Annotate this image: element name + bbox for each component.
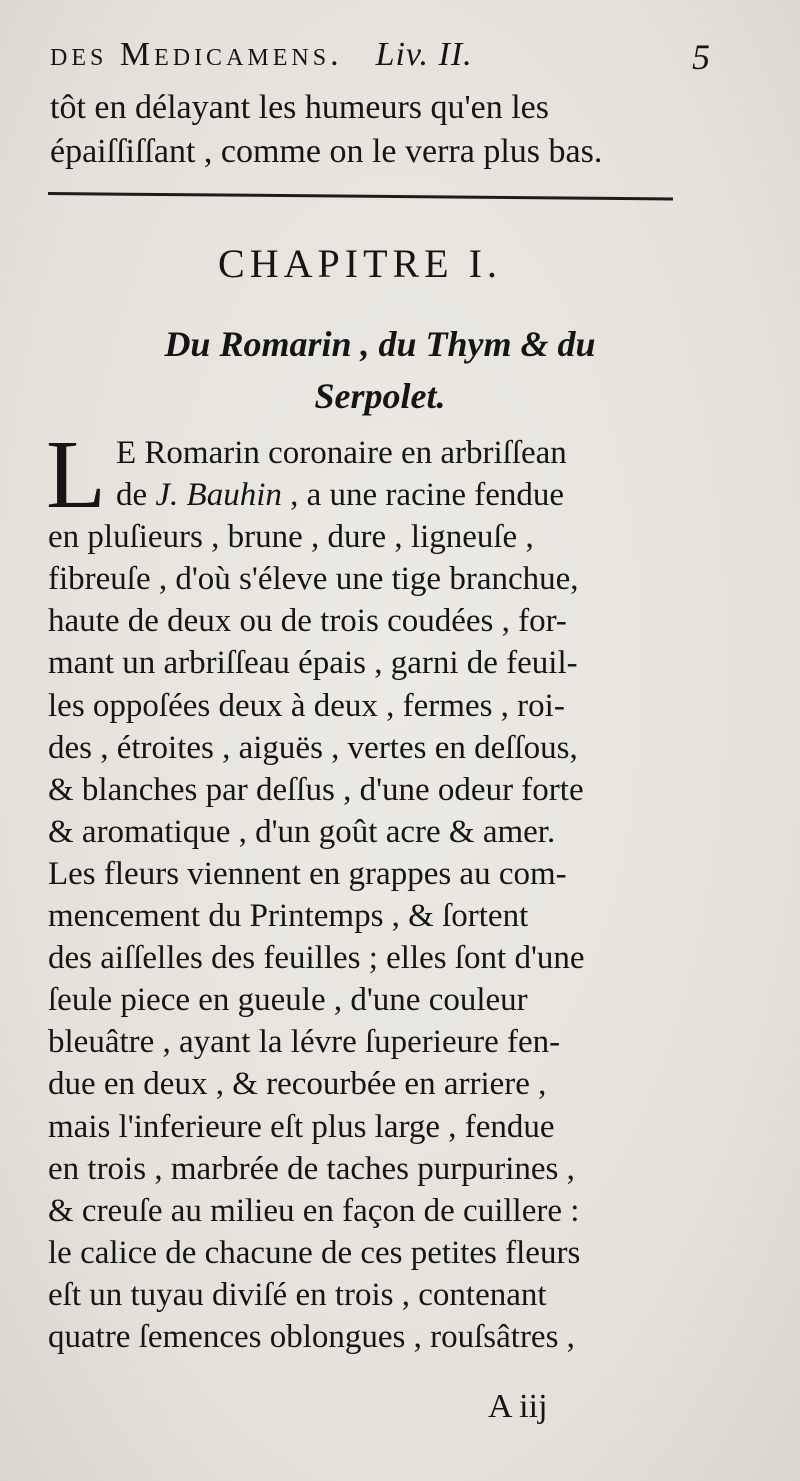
text-line: eſt un tuyau diviſé en trois , contenant xyxy=(48,1276,547,1313)
text-fragment: , a une racine fendue xyxy=(281,477,565,514)
chapter-heading: CHAPITRE I. xyxy=(218,241,502,286)
text-line: mencement du Printemps , & ſortent xyxy=(48,898,529,935)
running-head-title xyxy=(50,36,473,74)
chapter-subtitle xyxy=(40,318,720,422)
text-line: bleuâtre , ayant la lévre ſuperieure fen- xyxy=(48,1024,561,1061)
running-head xyxy=(50,36,710,88)
text-line: due en deux , & recourbée en arriere , xyxy=(48,1066,547,1103)
text-line: E Romarin coronaire en arbriſſean xyxy=(116,435,567,471)
text-line: le calice de chacune de ces petites fleurs xyxy=(48,1234,581,1271)
text-line: des , étroites , aiguës , vertes en deſſous, xyxy=(48,729,578,766)
text-line: les oppoſées deux à deux , fermes , roi- xyxy=(48,687,565,724)
text-fragment: de xyxy=(116,477,156,514)
signature-mark: A iij xyxy=(488,1388,548,1425)
continued-text xyxy=(50,86,710,174)
body-paragraph xyxy=(46,421,708,1358)
text-line: quatre ſemences oblongues , rouſsâtres , xyxy=(48,1318,575,1355)
text-line: & aromatique , d'un goût acre & amer. xyxy=(48,813,556,850)
subtitle-line: Serpolet. xyxy=(314,376,446,416)
text-line: mais l'inferieure eſt plus large , fendue xyxy=(48,1108,555,1145)
subtitle-line: Du Romarin , du Thym & du xyxy=(164,324,596,364)
running-head-book: Liv. II. xyxy=(375,36,473,73)
drop-cap: L xyxy=(46,421,106,529)
text-line: haute de deux ou de trois coudées , for- xyxy=(48,603,567,640)
text-line: tôt en délayant les humeurs qu'en les xyxy=(50,89,549,126)
text-line: en trois , marbrée de taches purpurines , xyxy=(48,1150,575,1187)
text-line: en pluſieurs , brune , dure , ligneuſe , xyxy=(48,519,534,556)
author-name: J. Bauhin xyxy=(155,477,282,514)
text-line: des aiſſelles des feuilles ; elles ſont d'une xyxy=(48,940,585,977)
text-line xyxy=(48,474,708,516)
text-line: & blanches par deſſus , d'une odeur forte xyxy=(48,771,584,808)
section-rule xyxy=(48,192,673,200)
text-line: ſeule piece en gueule , d'une couleur xyxy=(48,982,528,1019)
text-line: & creuſe au milieu en façon de cuillere : xyxy=(48,1192,580,1229)
text-line: épaiſſiſſant , comme on le verra plus bas. xyxy=(50,133,603,170)
page-number: 5 xyxy=(692,37,710,77)
text-line: Les fleurs viennent en grappes au com- xyxy=(48,855,567,892)
running-head-text: des Medicamens. xyxy=(50,36,343,73)
text-line: fibreuſe , d'où s'éleve une tige branchue, xyxy=(48,561,579,598)
text-line: mant un arbriſſeau épais , garni de feuil- xyxy=(48,645,578,682)
